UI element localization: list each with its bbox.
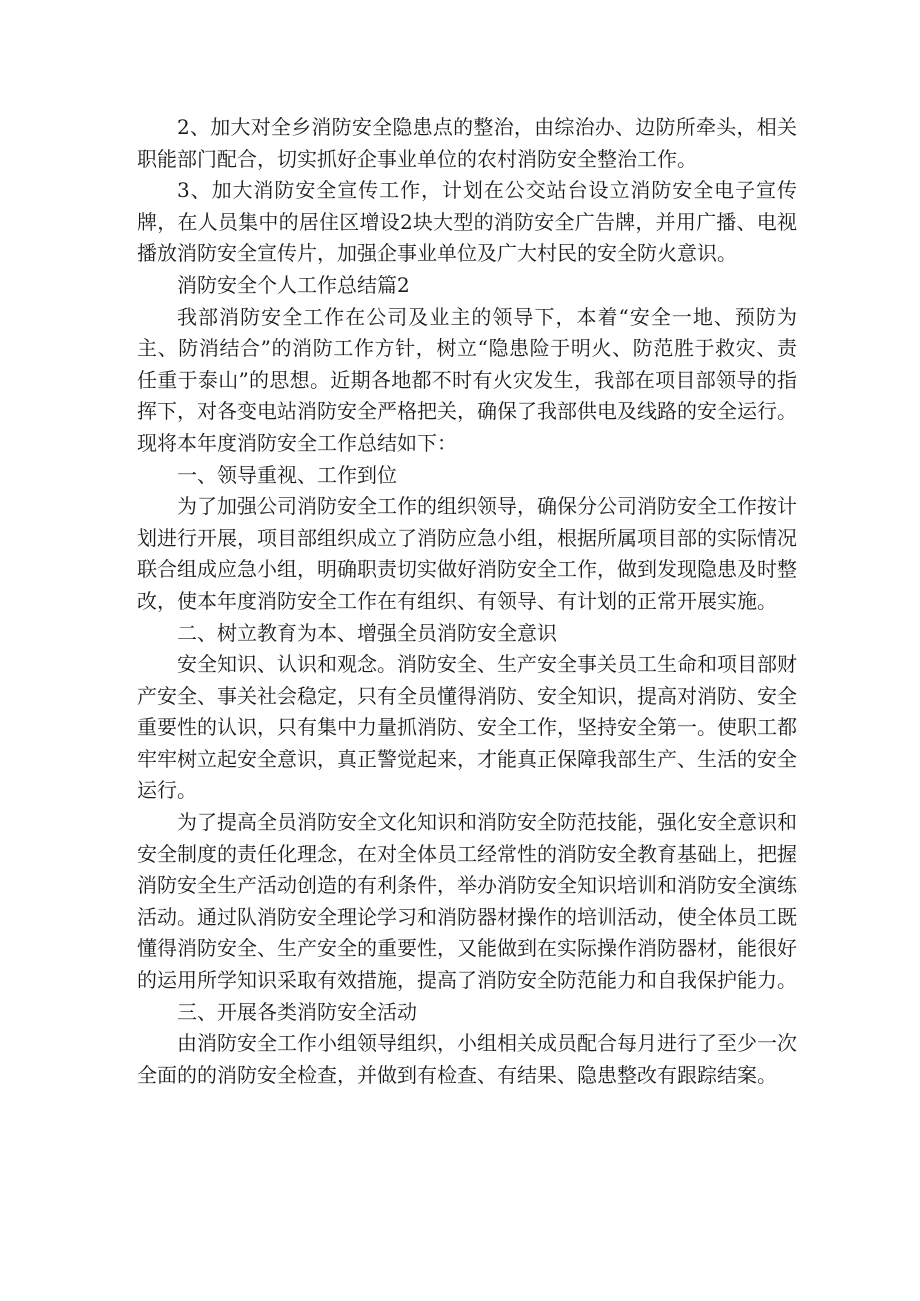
section-heading-3: 三、开展各类消防安全活动	[177, 999, 417, 1024]
document-body	[137, 112, 797, 1091]
section-heading-2: 二、树立教育为本、增强全员消防安全意识	[177, 620, 557, 645]
section-2-paragraph-1: 安全知识、认识和观念。消防安全、生产安全事关员工生命和项目部财产安全、事关社会稳定，只有全员懂得消防、安全知识，提高对消防、安全重要性的认识，只有集中力量抓消防、安全工作，坚持安全第一。使职工都牢牢树立起安全意识，真正警觉起来，才能真正保障我部生产、生活的安全运行。	[137, 652, 797, 803]
section-title: 消防安全个人工作总结篇2	[177, 272, 410, 297]
paragraph-item-2: 2、加大对全乡消防安全隐患点的整治，由综治办、边防所牵头，相关职能部门配合，切实抓好企事业单位的农村消防安全整治工作。	[137, 115, 797, 171]
section-3-paragraph: 由消防安全工作小组领导组织，小组相关成员配合每月进行了至少一次全面的的消防安全检查，并做到有检查、有结果、隐患整改有跟踪结案。	[137, 1031, 797, 1087]
intro-paragraph: 我部消防安全工作在公司及业主的领导下，本着“安全一地、预防为主、防消结合”的消防工作方针，树立“隐患险于明火、防范胜于救灾、责任重于泰山”的思想。近期各地都不时有火灾发生，我部在项目部领导的指挥下，对各变电站消防安全严格把关，确保了我部供电及线路的安全运行。现将本年度消防安全工作总结如下：	[137, 304, 797, 455]
paragraph-item-3: 3、加大消防安全宣传工作，计划在公交站台设立消防安全电子宣传牌，在人员集中的居住区增设2块大型的消防安全广告牌，并用广播、电视播放消防安全宣传片，加强企事业单位及广大村民的安全防火意识。	[137, 178, 797, 266]
section-1-paragraph: 为了加强公司消防安全工作的组织领导，确保分公司消防安全工作按计划进行开展，项目部组织成立了消防应急小组，根据所属项目部的实际情况联合组成应急小组，明确职责切实做好消防安全工作，做到发现隐患及时整改，使本年度消防安全工作在有组织、有领导、有计划的正常开展实施。	[137, 494, 797, 613]
section-heading-1: 一、领导重视、工作到位	[177, 462, 397, 487]
section-2-paragraph-2: 为了提高全员消防安全文化知识和消防安全防范技能，强化安全意识和安全制度的责任化理念，在对全体员工经常性的消防安全教育基础上，把握消防安全生产活动创造的有利条件，举办消防安全知识培训和消防安全演练活动。通过队消防安全理论学习和消防器材操作的培训活动，使全体员工既懂得消防安全、生产安全的重要性，又能做到在实际操作消防器材，能很好的运用所学知识采取有效措施，提高了消防安全防范能力和自我保护能力。	[137, 810, 797, 993]
